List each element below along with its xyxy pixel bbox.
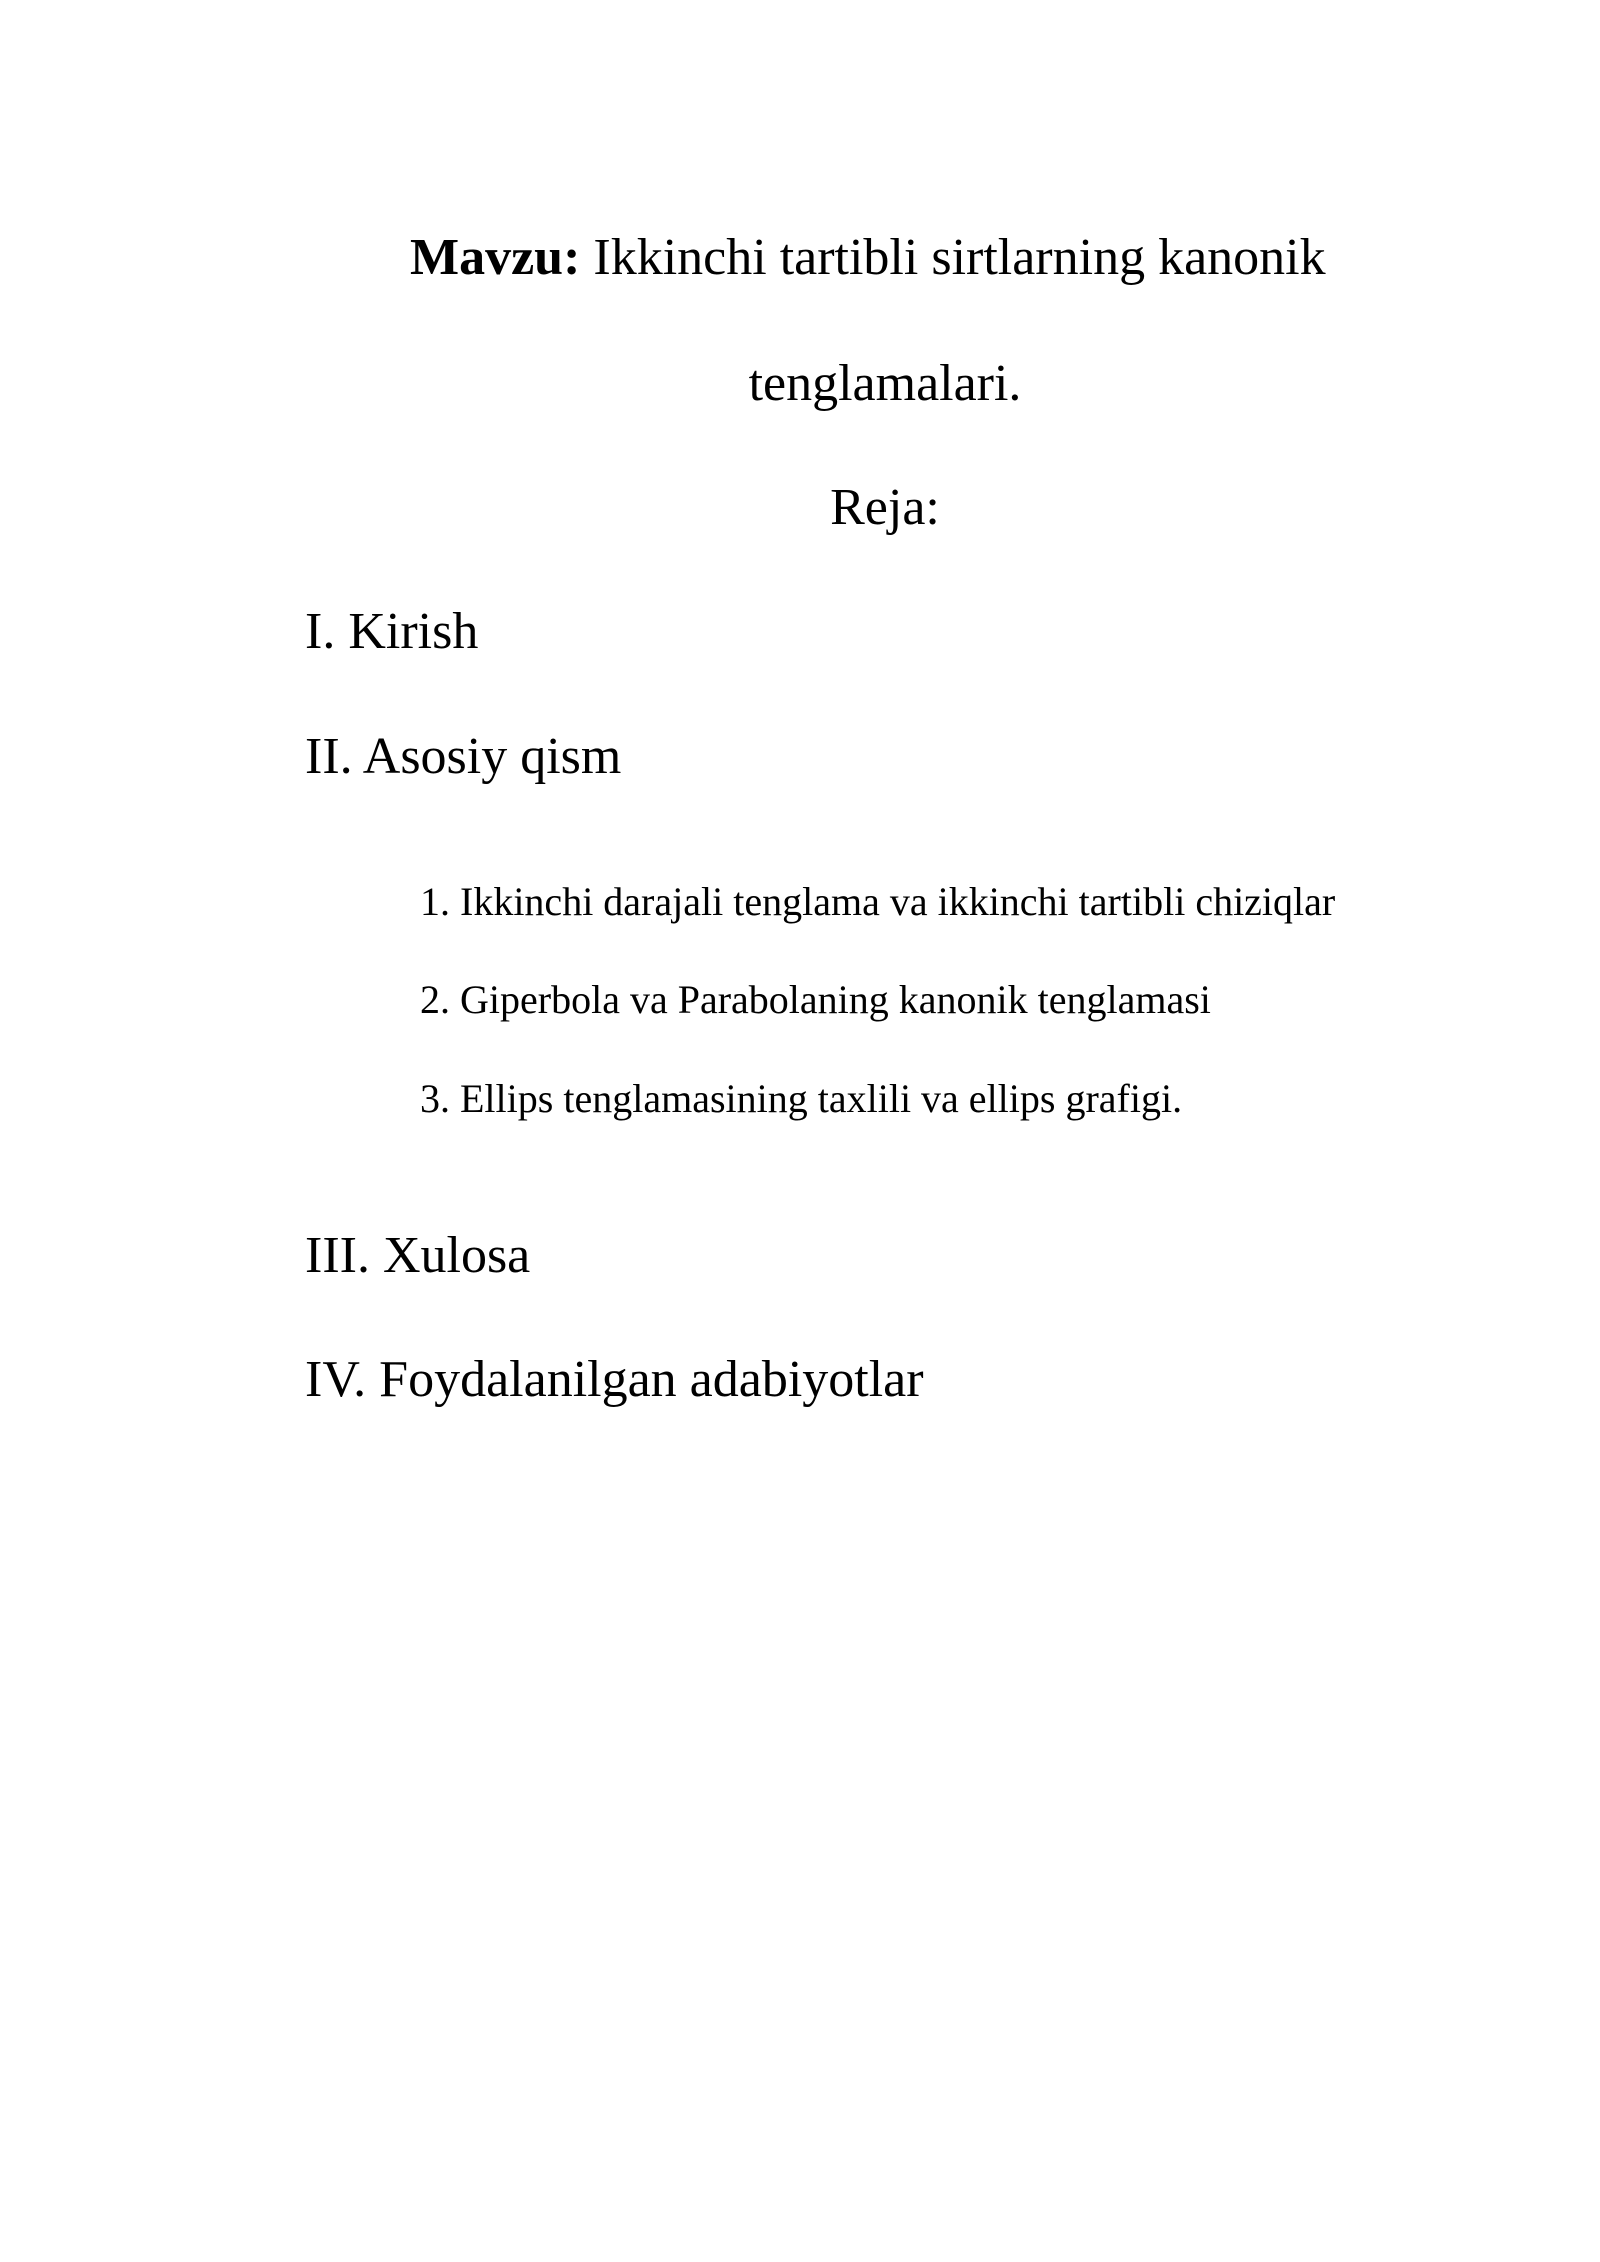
- section-main: II. Asosiy qism: [305, 728, 622, 785]
- section-conclusion: III. Xulosa: [305, 1227, 531, 1284]
- subitem-2: 2. Giperbola va Parabolaning kanonik tenglamasi: [420, 977, 1211, 1022]
- title-label: Mavzu:: [410, 229, 581, 286]
- subitem-3: 3. Ellips tenglamasining taxlili va ellips grafigi.: [420, 1076, 1183, 1121]
- section-intro: I. Kirish: [305, 603, 479, 660]
- title-text-1: Ikkinchi tartibli sirtlarning kanonik: [593, 229, 1326, 286]
- subitem-1: 1. Ikkinchi darajali tenglama va ikkinchi tartibli chiziqlar: [420, 879, 1336, 924]
- title-line-1: [0, 229, 1600, 286]
- title-line-2: tenglamalari.: [748, 355, 1022, 412]
- plan-heading: Reja:: [830, 479, 940, 536]
- section-references: IV. Foydalanilgan adabiyotlar: [305, 1351, 924, 1408]
